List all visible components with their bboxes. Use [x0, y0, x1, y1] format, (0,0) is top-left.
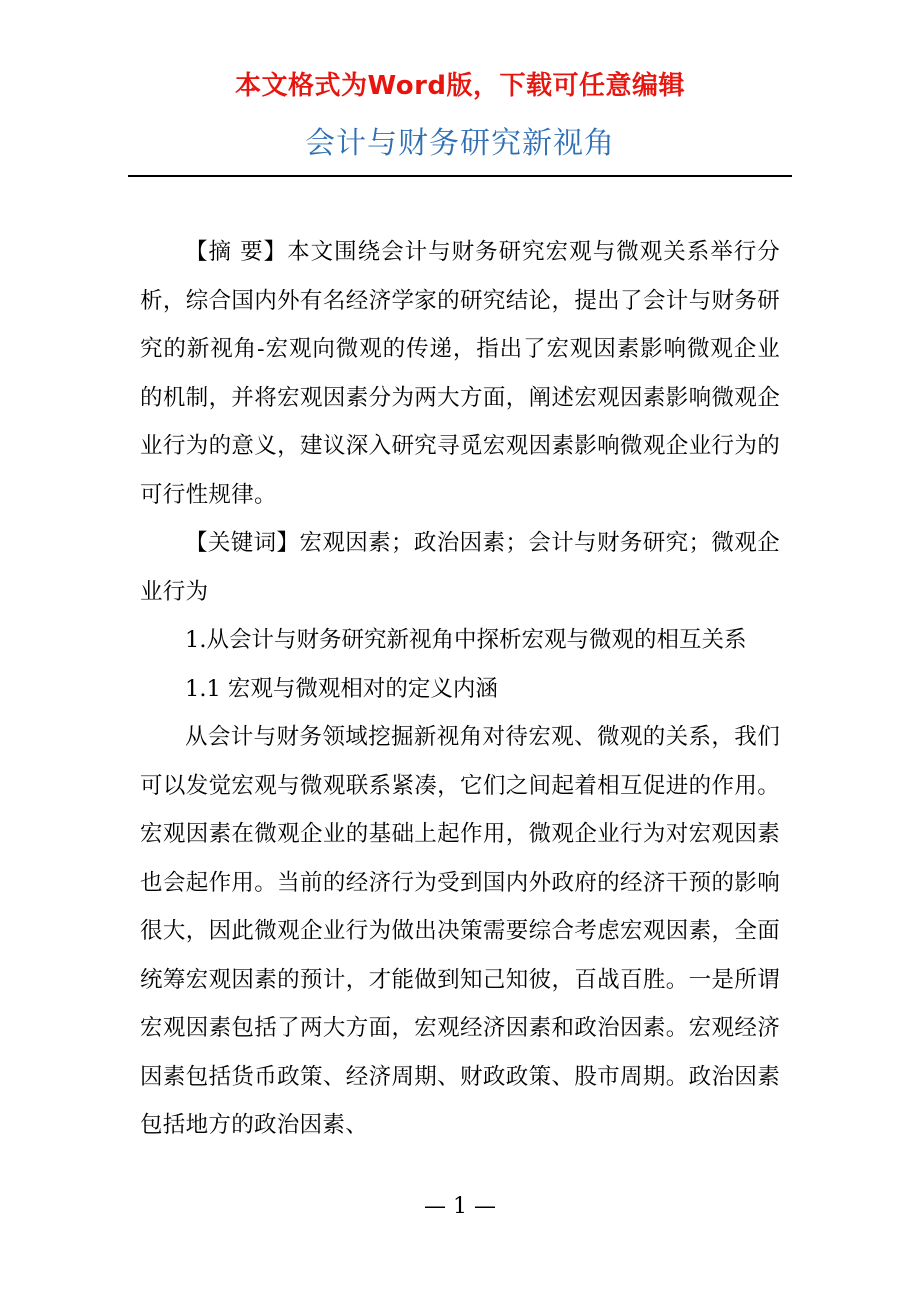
- page-number: — 1 —: [424, 1194, 496, 1219]
- download-banner: 本文格式为Word版，下载可任意编辑: [234, 71, 686, 101]
- section-heading-1: 1.从会计与财务研究新视角中探析宏观与微观的相互关系: [185, 627, 747, 653]
- abstract-text: 本文围绕会计与财务研究宏观与微观关系举行分析，综合国内外有名经济学家的研究结论，提出了会计与财务研究的新视角-宏观向微观的传递，指出了宏观因素影响微观企业的机制，并将宏观因素分为两大方面，阐述宏观因素影响微观企业行为的意义，建议深入研究寻觅宏观因素影响微观企业行为的可行性规律。: [140, 239, 780, 508]
- document-body: [140, 228, 780, 1150]
- abstract-paragraph: [140, 228, 780, 519]
- keywords-label: 【关键词】: [185, 530, 300, 556]
- title-divider: [128, 175, 792, 177]
- document-title: 会计与财务研究新视角: [305, 126, 615, 161]
- section-heading-1-1: 1.1 宏观与微观相对的定义内涵: [185, 675, 498, 702]
- keywords-paragraph: [140, 519, 780, 616]
- abstract-label: 【摘 要】: [185, 239, 288, 265]
- keywords-text: 宏观因素；政治因素；会计与财务研究；微观企业行为: [140, 530, 780, 605]
- body-paragraph: 从会计与财务领域挖掘新视角对待宏观、微观的关系，我们可以发觉宏观与微观联系紧凑，它们之间起着相互促进的作用。宏观因素在微观企业的基础上起作用，微观企业行为对宏观因素也会起作用。当前的经济行为受到国内外政府的经济干预的影响很大，因此微观企业行为做出决策需要综合考虑宏观因素，全面统筹宏观因素的预计，才能做到知己知彼，百战百胜。一是所谓宏观因素包括了两大方面，宏观经济因素和政治因素。宏观经济因素包括货币政策、经济周期、财政政策、股市周期。政治因素包括地方的政治因素、: [140, 724, 780, 1138]
